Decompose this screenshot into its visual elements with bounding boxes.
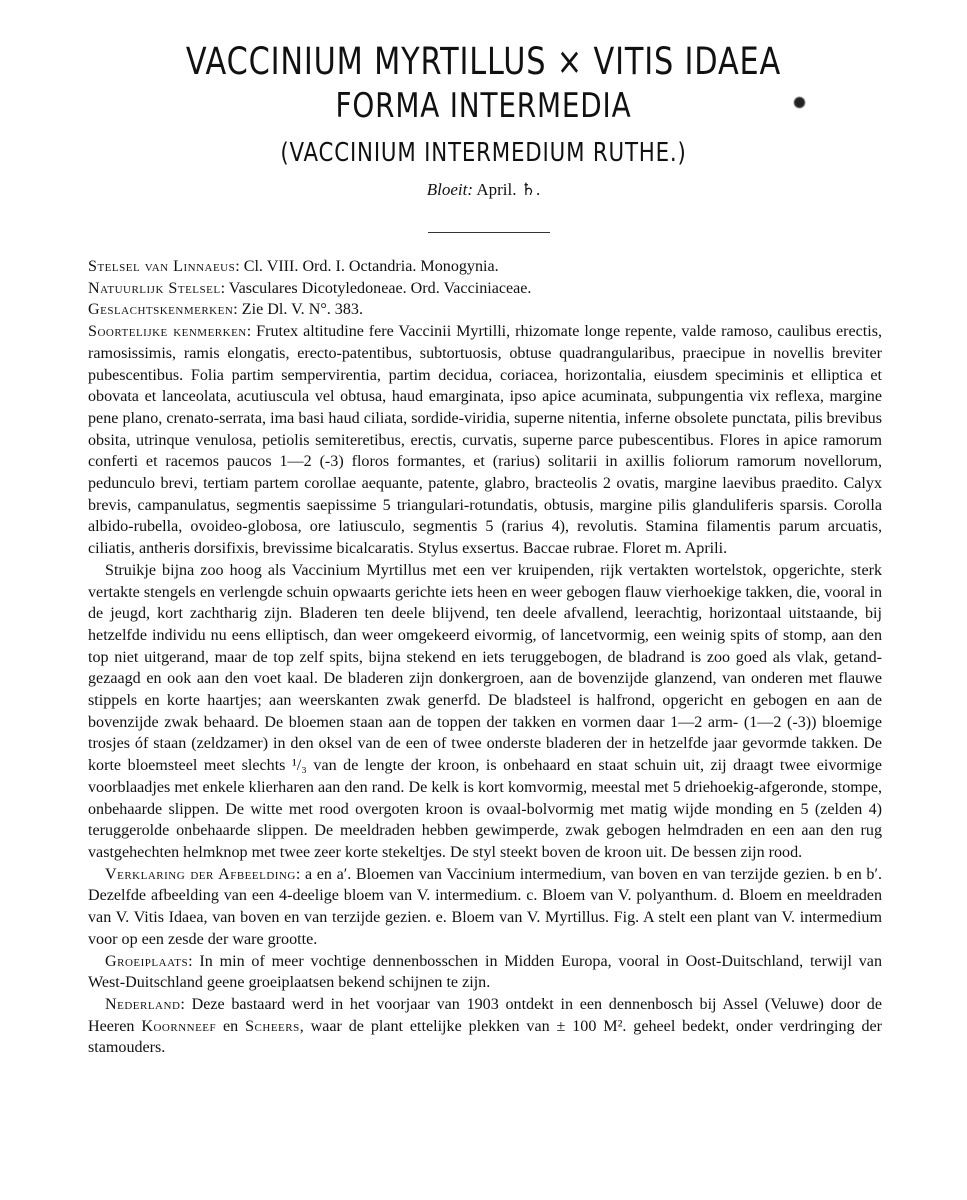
section-text: : Vasculares Dicotyledoneae. Ord. Vacciniaceae.	[220, 279, 532, 297]
flowering-value: April. ♄.	[473, 180, 541, 199]
section-linnaeus	[88, 256, 882, 278]
section-verklaring	[88, 864, 882, 951]
section-label: Groeiplaats	[105, 952, 189, 970]
separator-rule	[428, 232, 550, 233]
section-text: en	[216, 1017, 246, 1035]
body-text	[88, 256, 882, 1059]
flowering-label: Bloeit:	[426, 180, 474, 199]
section-geslacht	[88, 299, 882, 321]
flowering-line	[0, 180, 967, 200]
section-text: : a en a′. Bloemen van Vaccinium intermedium, van boven en van terzijde gezien. b en b′. Dezelfde afbeelding van een 4-deelige bloem van V. intermedium. c. Bloem van V. polyanthum. d. Bloem en meeldraden van V. Vitis Idaea, van boven en van terzijde gezien. e. Bloem van V. Myrtillus. Fig. A stelt een plant van V. intermedium voor op een zesde der ware grootte.	[88, 865, 883, 948]
title-line-2: FORMA INTERMEDIA	[335, 86, 632, 126]
section-soortelijk	[88, 321, 882, 560]
description-paragraph: Struikje bijna zoo hoog als Vaccinium Myrtillus met een ver kruipenden, rijk vertakten wortelstok, opgerichte, sterk vertakte stengels en verlengde schuin opwaarts gerichte iets heen en weer gebogen flauw vierhoekige takken, die, vooral in de jeugd, kort zachtharig zijn. Bladeren ten deele blijvend, ten deele afvallend, leerachtig, horizontaal uitstaande, bij hetzelfde individu nu eens elliptisch, dan weer omgekeerd eivormig, of lancetvormig, een weinig spits of stomp, aan den top niet uitgerand, maar de top zelf spits, bijna stekend en iets teruggebogen, de bladrand is zoo goed als vlak, getand-gezaagd en ook aan den voet kaal. De bladeren zijn donkergroen, aan de bovenzijde glanzend, van onderen met flauwe stippels en korte haartjes; aan weerskanten zwak generfd. De bladsteel is halfrond, opgericht en gebogen en aan de bovenzijde zwak behaard. De bloemen staan aan de toppen der takken en vormen daar 1—2 arm- (1—2 (-3)) bloemige trosjes óf staan (zeldzamer) in den oksel van de een of twee onderste bladeren der in hetzelfde jaar gevormde takken. De korte bloemsteel meet slechts ¹/₃ van de lengte der kroon, is onbehaard en staat schuin uit, zij draagt twee eivormige voorblaadjes met enkele klierharen aan den rand. De kelk is kort komvormig, meestal met 5 driehoekig-afgeronde, stompe, onbehaarde slippen. De witte met rood overgoten kroon is ovaal-bolvormig met matig wijde monding en 5 (zelden 4) teruggerolde onbehaarde slippen. De meeldraden hebben gewimperde, zwak gebogen helmdraden en een aan den rug vastgehechten helmknop met twee zeer korte stekeltjes. De styl steekt boven de kroon uit. De bessen zijn rood.	[88, 561, 882, 861]
section-text: , waar de plant ettelijke plekken van ± 100 M². geheel bedekt, onder verdringing der stamouders.	[88, 1017, 882, 1057]
section-text: : Zie Dl. V. N°. 383.	[233, 301, 363, 319]
person-name: Scheers	[245, 1017, 300, 1035]
section-groeiplaats	[88, 951, 882, 994]
section-label: Geslachtskenmerken	[88, 301, 234, 319]
person-name: Koornneef	[141, 1017, 217, 1035]
section-label: Nederland	[105, 995, 181, 1013]
section-text: : Frutex altitudine fere Vaccinii Myrtilli, rhizomate longe repente, valde ramoso, caulibus erectis, ramosissimis, ramis elongatis, erecto-patentibus, subtortuosis, obtuse quadrangularibus, praecipue in novellis breviter pubescentibus. Folia partim sempervirentia, partim decidua, coriacea, horizontalia, eiusdem speciminis et elliptica et obovata et lanceolata, acutiuscula vel obtusa, haud emarginata, ipso apice acuminata, subpungentia vix reflexa, margine pene plano, crenato-serrata, ima basi haud ciliata, sordide-viridia, superne nitentia, inferne obsolete punctata, pilis brevibus obsita, utrinque venulosa, petiolis semiteretibus, erectis, curvatis, superne parce pubescentibus. Flores in apice ramorum conferti et racemos paucos 1—2 (-3) floros formantes, et (rarius) solitarii in axillis foliorum ramorum novellorum, pedunculo brevi, tertiam partem corollae aequante, patente, glabro, bracteolis 2 ovatis, margine laevibus praedito. Calyx brevis, campanulatus, segmentis saepissime 5 triangulari-rotundatis, obtusis, margine pilis glanduliferis sparsis. Corolla albido-rubella, ovoideo-globosa, ore latiusculo, segmentis 5 (rarius 4), revolutis. Stamina filamentis parum arcuatis, ciliatis, antheris dorsifixis, brevissime bicalcaratis. Stylus exsertus. Baccae rubrae. Floret m. Aprili.	[88, 323, 882, 558]
section-text: : In min of meer vochtige dennenbosschen in Midden Europa, vooral in Oost-Duitschland, terwijl van West-Duitschland geene groeiplaatsen bekend schijnen te zijn.	[88, 952, 882, 992]
section-text: : Deze bastaard werd in het voorjaar van 1903 ontdekt in een dennenbosch bij Assel (Veluwe) door de Heeren	[88, 995, 882, 1035]
section-text: : Cl. VIII. Ord. I. Octandria. Monogynia.	[235, 258, 499, 275]
section-label: Natuurlijk Stelsel	[88, 279, 221, 297]
section-label: Stelsel van Linnaeus	[88, 258, 236, 275]
section-nederland	[88, 994, 882, 1059]
title-line-1: VACCINIUM MYRTILLUS × VITIS IDAEA	[185, 40, 782, 83]
section-natuurlijk	[88, 278, 882, 300]
title-line-3: (VACCINIUM INTERMEDIUM RUTHE.)	[280, 138, 687, 168]
section-label: Verklaring der Afbeelding	[105, 865, 296, 883]
section-label: Soortelijke kenmerken	[88, 323, 247, 341]
